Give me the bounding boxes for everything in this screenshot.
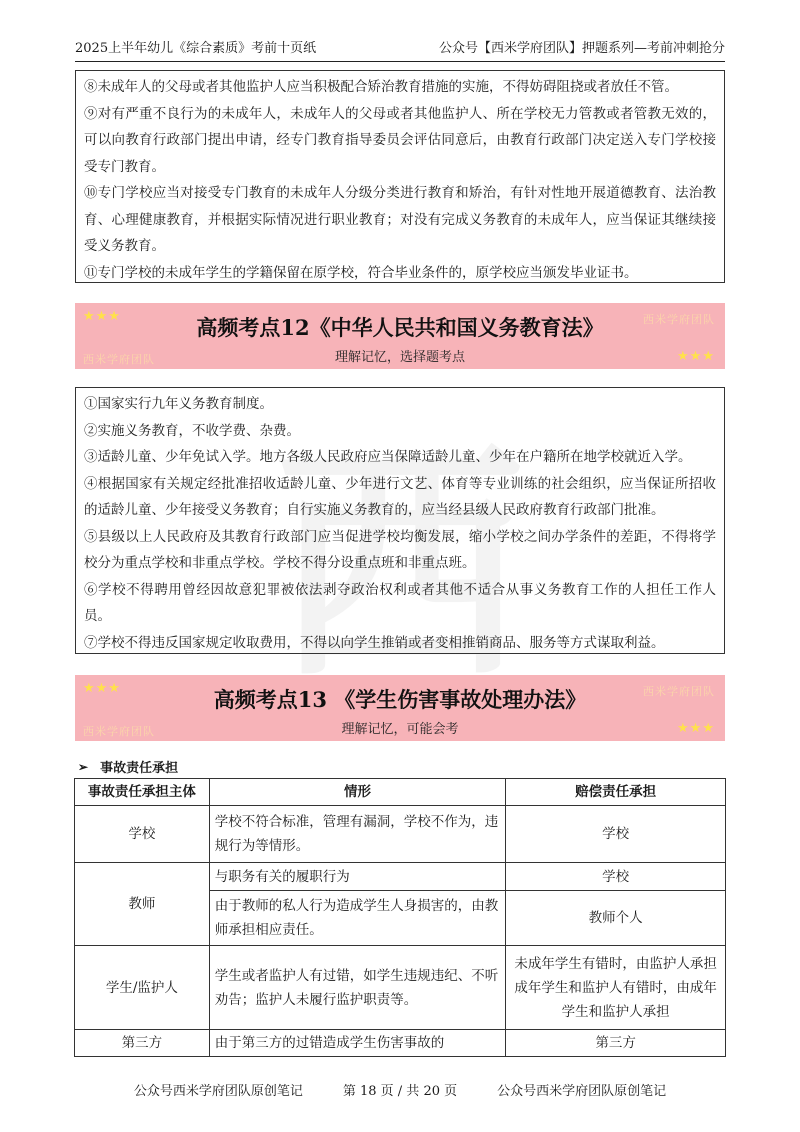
page-number: 第 18 页 / 共 20 页 xyxy=(342,1084,458,1099)
situation-cell: 学生或者监护人有过错，如学生违规违纪、不听劝告；监护人未履行监护职责等。 xyxy=(209,946,506,1030)
footer-left-text: 公众号西米学府团队原创笔记 xyxy=(133,1084,303,1099)
content-box-law-continued xyxy=(75,70,725,283)
table-row xyxy=(75,806,726,863)
table-row xyxy=(75,1030,726,1057)
header-left-text: 2025上半年幼儿《综合素质》考前十页纸 xyxy=(75,41,317,56)
arrow-bullet-icon: ➢ xyxy=(78,759,89,774)
page-header xyxy=(75,34,725,62)
banner-watermark: 西米学府团队 xyxy=(643,685,715,698)
header-right-text: 公众号【西米学府团队】押题系列—考前冲刺抢分 xyxy=(438,41,725,56)
list-item: ⑨对有严重不良行为的未成年人，未成年人的父母或者其他监护人、所在学校无力管教或者管教无效的，可以向教育行政部门提出申请，经专门教育指导委员会评估同意后，由教育行政部门决定送入专门学校接受专门教育。 xyxy=(84,105,716,175)
situation-cell: 由于教师的私人行为造成学生人身损害的，由教师承担相应责任。 xyxy=(209,891,506,946)
banner-watermark: 西米学府团队 xyxy=(83,353,155,366)
content-box-compulsory-education-law xyxy=(75,387,725,654)
bearer-cell: 学校 xyxy=(506,863,726,891)
topic-banner-13 xyxy=(75,675,725,741)
subject-cell: 第三方 xyxy=(75,1030,210,1057)
page-footer xyxy=(0,1080,800,1099)
situation-cell: 与职务有关的履职行为 xyxy=(209,863,506,891)
star-rating-icon: ★★★ xyxy=(83,309,121,324)
topic-title: 高频考点13 《学生伤害事故处理办法》 xyxy=(213,687,587,712)
bearer-cell: 学校 xyxy=(506,806,726,863)
list-item: ①国家实行九年义务教育制度。 xyxy=(84,396,273,412)
table-header-row xyxy=(75,779,726,806)
topic-banner-12 xyxy=(75,303,725,369)
table-row xyxy=(75,946,726,1030)
situation-cell: 由于第三方的过错造成学生伤害事故的 xyxy=(209,1030,506,1057)
list-item: ⑤县级以上人民政府及其教育行政部门应当促进学校均衡发展，缩小学校之间办学条件的差距，不得将学校分为重点学校和非重点学校。学校不得分设重点班和非重点班。 xyxy=(84,528,716,571)
column-header: 情形 xyxy=(209,779,506,806)
list-item: ②实施义务教育，不收学费、杂费。 xyxy=(84,422,300,439)
topic-subtitle: 理解记忆，可能会考 xyxy=(341,722,459,737)
bearer-cell: 未成年学生有错时，由监护人承担成年学生和监护人有错时，由成年学生和监护人承担 xyxy=(506,946,726,1030)
responsibility-table xyxy=(74,778,726,1057)
column-header: 事故责任承担主体 xyxy=(75,779,210,806)
banner-watermark: 西米学府团队 xyxy=(83,725,155,738)
star-rating-icon: ★★★ xyxy=(677,721,715,736)
subject-cell: 学校 xyxy=(75,806,210,863)
list-item: ⑩专门学校应当对接受专门教育的未成年人分级分类进行教育和矫治，有针对性地开展道德教育、法治教育、心理健康教育，并根据实际情况进行职业教育；对没有完成义务教育的未成年人，应当保证其继续接受义务教育。 xyxy=(84,185,716,254)
column-header: 赔偿责任承担 xyxy=(506,779,726,806)
banner-watermark: 西米学府团队 xyxy=(643,313,715,326)
list-item: ④根据国家有关规定经批准招收适龄儿童、少年进行文艺、体育等专业训练的社会组织，应当保证所招收的适龄儿童、少年接受义务教育；自行实施义务教育的，应当经县级人民政府教育行政部门批准。 xyxy=(84,475,716,518)
star-rating-icon: ★★★ xyxy=(83,681,121,696)
list-item: ⑧未成年人的父母或者其他监护人应当积极配合矫治教育措施的实施，不得妨碍阻挠或者放任不管。 xyxy=(84,79,678,95)
topic-subtitle: 理解记忆，选择题考点 xyxy=(334,350,465,365)
list-item: ⑥学校不得聘用曾经因故意犯罪被依法剥夺政治权利或者其他不适合从事义务教育工作的人担任工作人员。 xyxy=(84,581,716,624)
subject-cell: 学生/监护人 xyxy=(75,946,210,1030)
star-rating-icon: ★★★ xyxy=(677,349,715,364)
list-item: ⑪专门学校的未成年学生的学籍保留在原学校，符合毕业条件的，原学校应当颁发毕业证书。 xyxy=(84,264,638,281)
table-row xyxy=(75,863,726,891)
section-heading xyxy=(78,757,178,776)
list-item: ③适龄儿童、少年免试入学。地方各级人民政府应当保障适龄儿童、少年在户籍所在地学校就近入学。 xyxy=(84,449,692,465)
list-item: ⑦学校不得违反国家规定收取费用，不得以向学生推销或者变相推销商品、服务等方式谋取利益。 xyxy=(84,634,665,651)
subject-cell: 教师 xyxy=(75,863,210,946)
situation-cell: 学校不符合标准，管理有漏洞，学校不作为，违规行为等情形。 xyxy=(209,806,506,863)
topic-title: 高频考点12《中华人民共和国义务教育法》 xyxy=(196,315,604,340)
bearer-cell: 第三方 xyxy=(506,1030,726,1057)
bearer-cell: 教师个人 xyxy=(506,891,726,946)
footer-right-text: 公众号西米学府团队原创笔记 xyxy=(497,1084,667,1099)
section-title: 事故责任承担 xyxy=(100,761,179,776)
